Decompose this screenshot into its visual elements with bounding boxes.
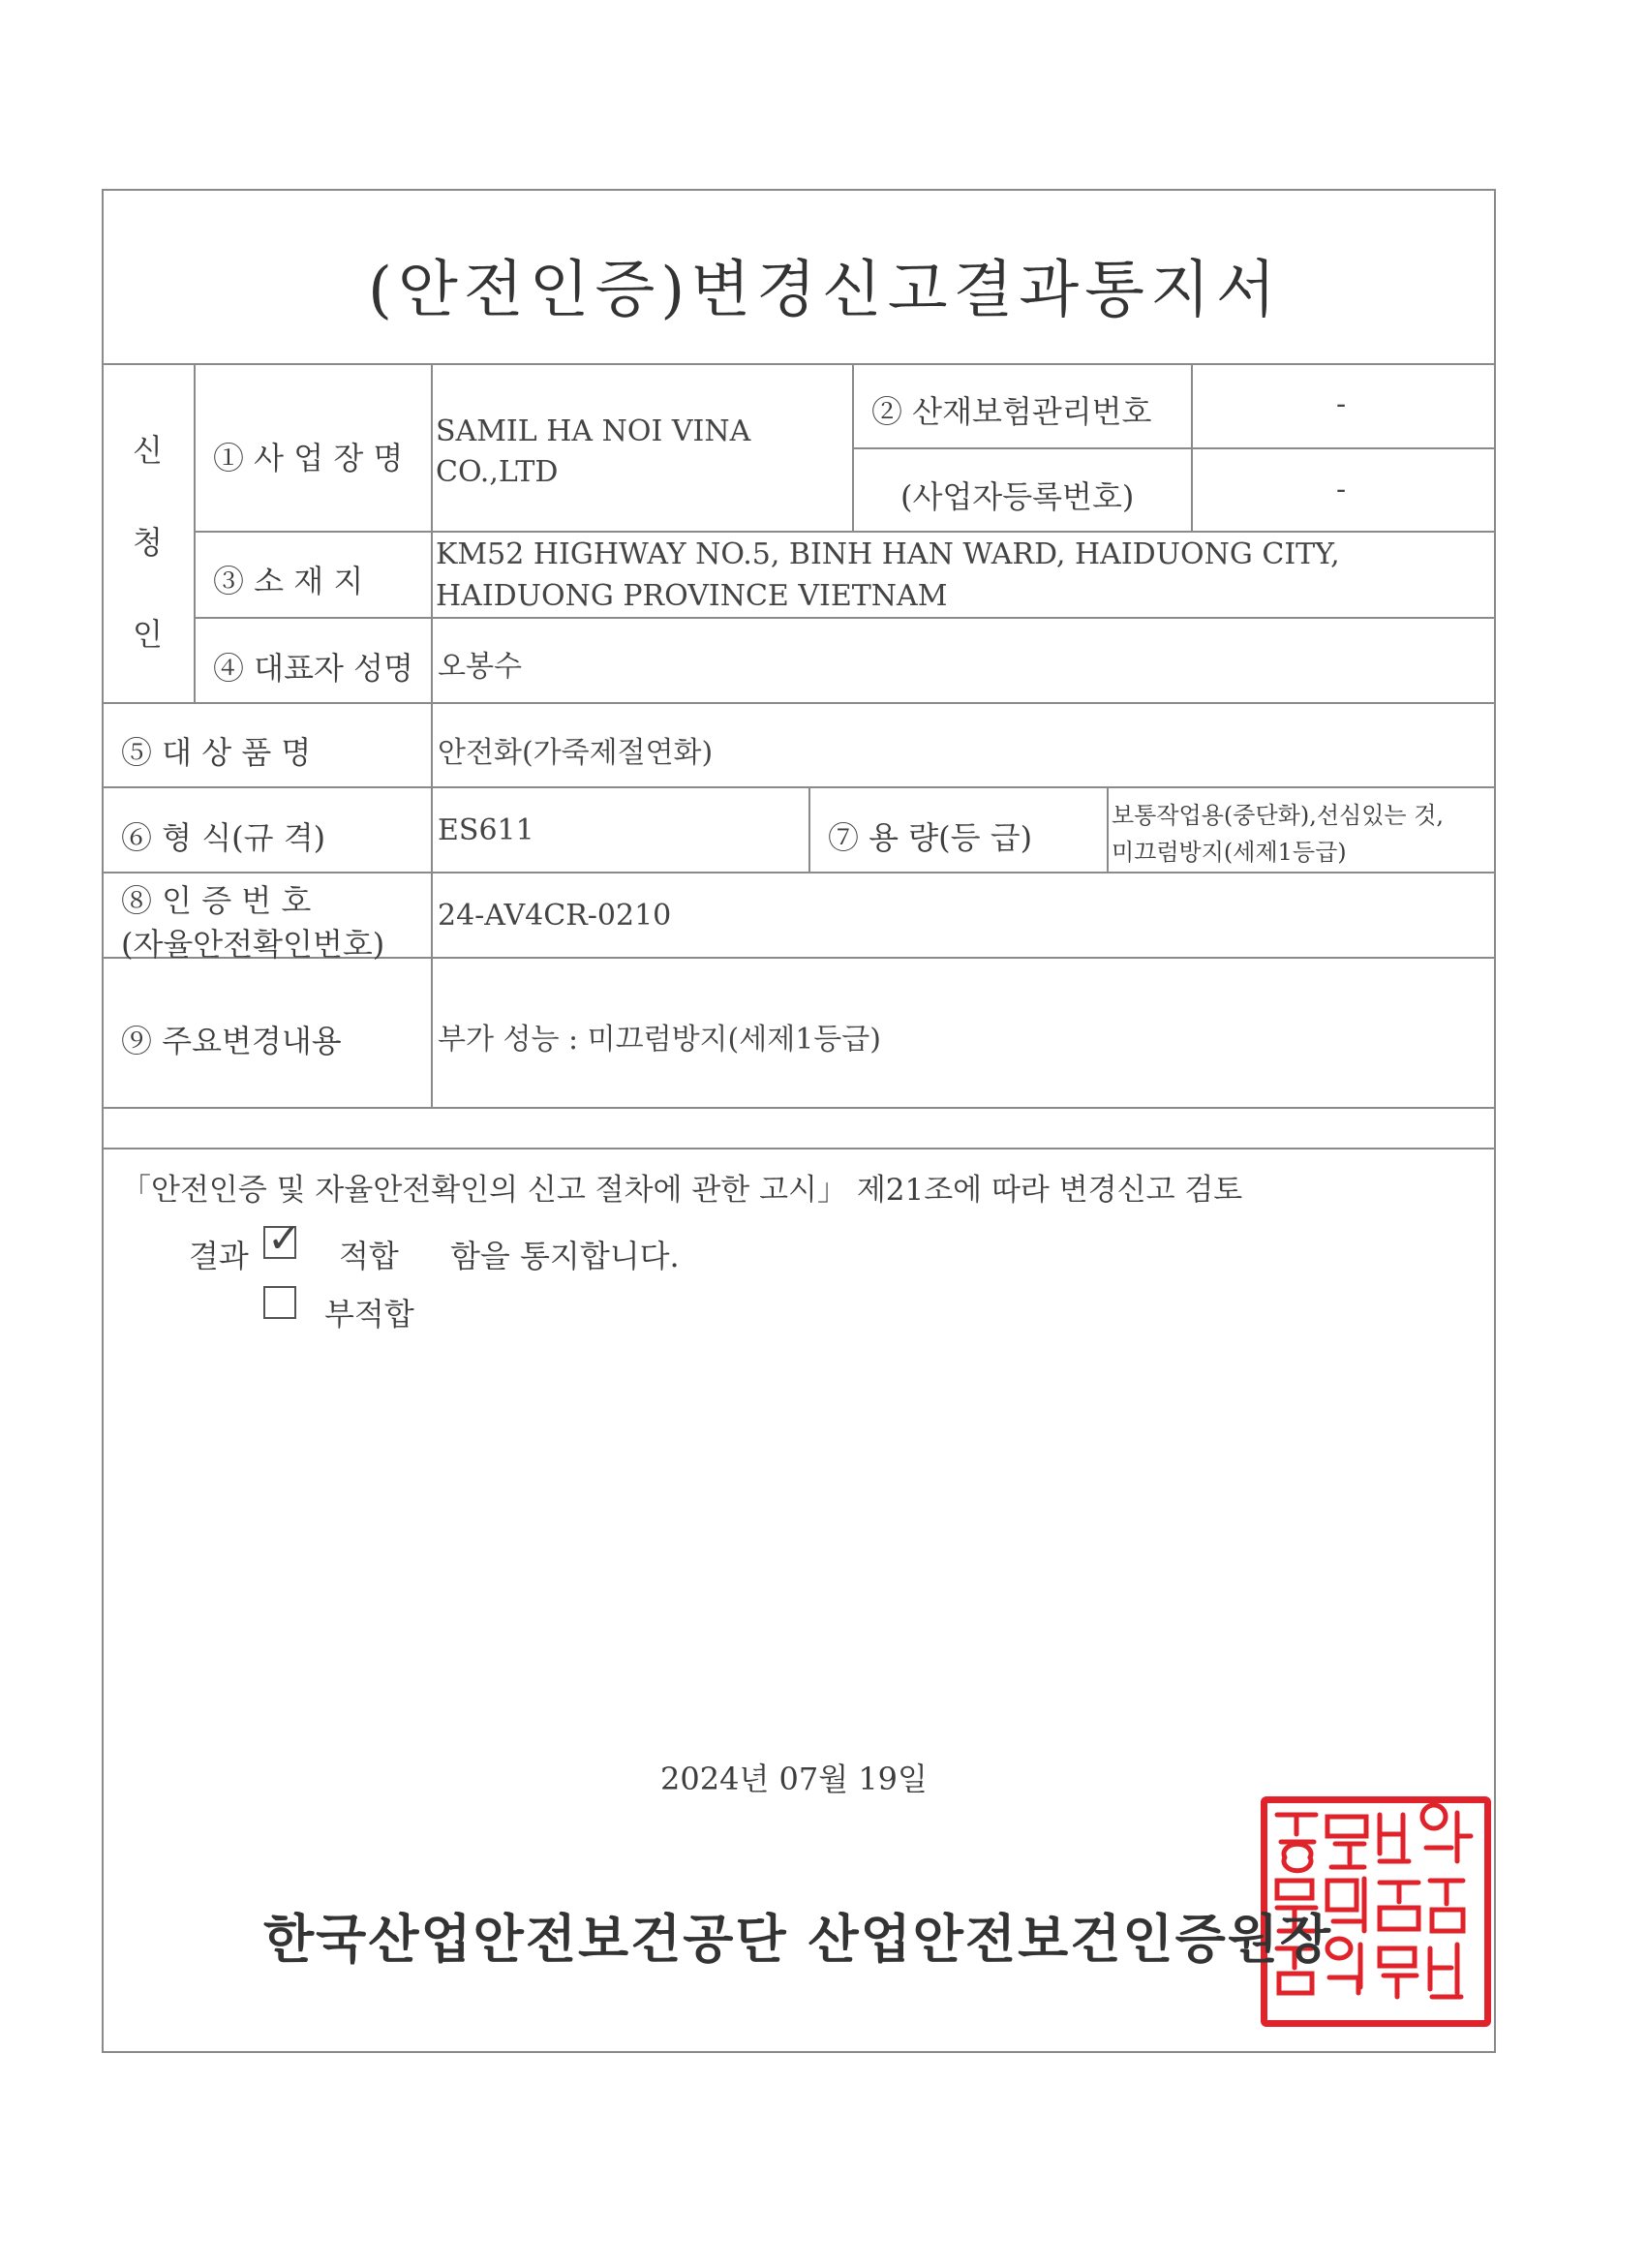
fail-checkbox	[263, 1286, 296, 1319]
applicant-char-2: 청	[133, 524, 163, 561]
grade-value-2: 미끄럼방지(세제1등급)	[1112, 839, 1347, 866]
business-name-value-2: CO.,LTD	[436, 455, 559, 489]
changes-label: ⑨ 주요변경내용	[121, 1023, 342, 1059]
issuer-name: 한국산업안전보건공단 산업안전보건인증원장	[263, 1909, 1333, 1970]
model-value: ES611	[438, 813, 534, 847]
rule-h2	[852, 447, 1496, 449]
applicant-char-1: 신	[133, 432, 163, 469]
rule-v-mid	[852, 363, 854, 533]
grade-label: ⑦ 용 량(등 급)	[828, 819, 1033, 856]
result-label: 결과	[189, 1238, 249, 1274]
location-label: ③ 소 재 지	[213, 563, 364, 599]
rule-h3	[194, 531, 1496, 533]
fail-option-label: 부적합	[324, 1296, 414, 1333]
representative-value: 오봉수	[438, 650, 522, 684]
frame-right	[1494, 189, 1496, 2053]
notice-suffix: 함을 통지합니다.	[450, 1238, 680, 1274]
rule-v-right	[1191, 363, 1193, 533]
rule-h10	[102, 1148, 1496, 1149]
rule-v-grade-b	[1107, 786, 1109, 873]
business-name-value-1: SAMIL HA NOI VINA	[436, 414, 751, 448]
frame-top	[102, 189, 1496, 191]
document-title: (안전인증)변경신고결과통지서	[368, 255, 1282, 326]
changes-value: 부가 성능 : 미끄럼방지(세제1등급)	[438, 1023, 881, 1057]
frame-bottom	[102, 2051, 1496, 2053]
frame-left	[102, 189, 104, 2053]
rule-v-applicant	[194, 363, 196, 704]
notice-line1: 「안전인증 및 자율안전확인의 신고 절차에 관한 고시」 제21조에 따라 변경신고 검토	[121, 1173, 1243, 1208]
cert-no-label-1: ⑧ 인 증 번 호	[121, 882, 312, 919]
cert-no-label-2: (자율안전확인번호)	[121, 926, 385, 963]
business-reg-no-value: -	[1336, 473, 1347, 506]
representative-label: ④ 대표자 성명	[213, 650, 413, 687]
applicant-char-3: 인	[133, 616, 163, 653]
grade-value-1: 보통작업용(중단화),선심있는 것,	[1112, 802, 1445, 829]
insurance-no-label: ② 산재보험관리번호	[871, 393, 1152, 430]
rule-h1b	[102, 363, 1496, 365]
business-reg-no-label: (사업자등록번호)	[900, 478, 1135, 515]
model-label: ⑥ 형 식(규 격)	[121, 819, 326, 856]
pass-checkbox	[263, 1214, 302, 1262]
rule-h9	[102, 1107, 1496, 1109]
product-name-label: ⑤ 대 상 품 명	[121, 734, 312, 771]
location-value-2: HAIDUONG PROVINCE VIETNAM	[436, 579, 948, 613]
rule-v-label	[431, 363, 433, 1109]
rule-h5	[102, 702, 1496, 704]
checkmark-icon: ✓	[267, 1214, 302, 1262]
rule-h7	[102, 872, 1496, 873]
cert-no-value: 24-AV4CR-0210	[438, 899, 672, 933]
rule-h6	[102, 786, 1496, 788]
location-value-1: KM52 HIGHWAY NO.5, BINH HAN WARD, HAIDUONG CITY,	[436, 537, 1340, 571]
insurance-no-value: -	[1336, 387, 1347, 421]
rule-h4	[194, 617, 1496, 619]
business-name-label: ① 사 업 장 명	[213, 440, 404, 476]
issue-date: 2024년 07월 19일	[660, 1761, 928, 1797]
pass-option-label: 적합	[339, 1238, 399, 1274]
rule-v-grade-a	[808, 786, 810, 873]
product-name-value: 안전화(가죽제절연화)	[438, 736, 714, 770]
